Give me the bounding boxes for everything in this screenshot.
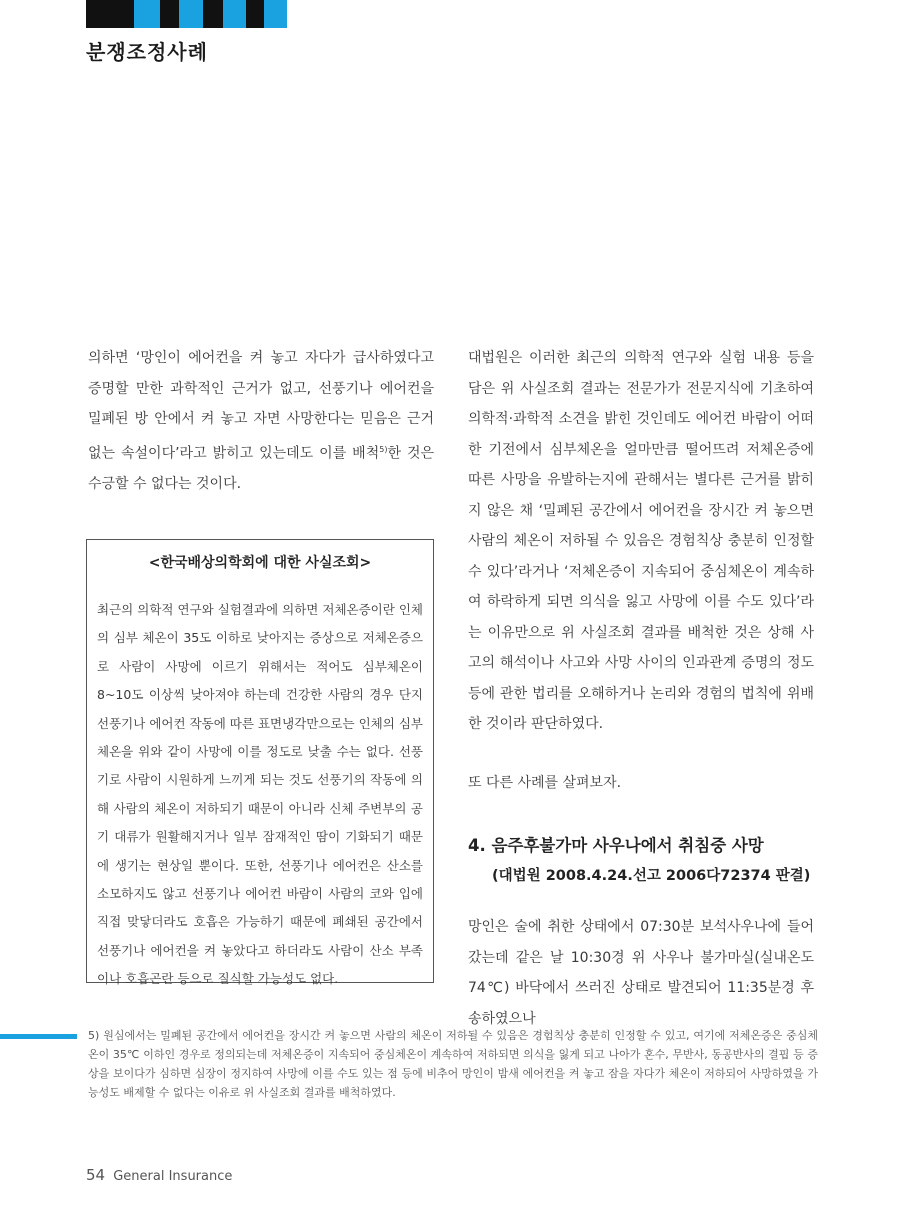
left-intro-paragraph: [88, 343, 434, 499]
fact-inquiry-body: 최근의 의학적 연구와 실험결과에 의하면 저체온증이란 인체의 심부 체온이 35도 이하로 낮아지는 증상으로 저체온증으로 사람이 사망에 이르기 위해서는 적어도 심부체온이 8~10도 이상씩 낮아져야 하는데 건강한 사람의 경우 단지 선풍기나 에어컨 작동에 따른 표면냉각만으로는 인체의 심부 체온을 위와 같이 사망에 이를 정도로 낮출 수는 없다. 선풍기로 사람이 시원하게 느끼게 되는 것도 선풍기의 작동에 의해 사람의 체온이 저하되기 때문이 아니라 신체 주변부의 공기 대류가 원활해지거나 일부 잠재적인 땀이 기화되기 때문에 생기는 현상일 뿐이다. 또한, 선풍기나 에어컨은 산소를 소모하지도 않고 선풍기나 에어컨 바람이 사람의 코와 입에 직접 맞닿더라도 호흡은 가능하기 때문에 폐쇄된 공간에서 선풍기나 에어컨을 켜 놓았다고 하더라도 사람이 산소 부족이나 호흡곤란 등으로 질식할 가능성도 없다.: [97, 602, 423, 987]
another-case-paragraph: 또 다른 사례를 살펴보자.: [468, 774, 622, 791]
footnote-accent-line: [0, 1034, 77, 1039]
left-intro-end: 한 것은 수긍할 수 없다는 것이다.: [88, 445, 434, 492]
left-column: [88, 343, 434, 499]
header-bar-segment: [179, 0, 203, 28]
right-column: [468, 343, 814, 1034]
publication-name: General Insurance: [113, 1169, 233, 1184]
footnote: [88, 1026, 818, 1102]
header-bar-segment: [134, 0, 160, 28]
header-bar-segment: [86, 0, 134, 28]
case-body-paragraph: 망인은 술에 취한 상태에서 07:30분 보석사우나에 들어갔는데 같은 날 10:30경 위 사우나 불가마실(실내온도 74℃) 바닥에서 쓰러진 상태로 발견되어 11:35분경 후송하였으나: [468, 919, 814, 1027]
header-bar-segment: [246, 0, 264, 28]
page-number: 54: [86, 1166, 106, 1184]
footnote-text: 원심에서는 밀폐된 공간에서 에어컨을 장시간 켜 놓으면 사람의 체온이 저하될 수 있음은 경험칙상 충분히 인정할 수 있고, 여기에 저체온증은 중심체온이 35℃ 이하인 경우로 정의되는데 저체온증이 지속되어 중심체온이 계속하여 저하되면 의식을 잃게 되고 나아가 혼수, 무반사, 동공반사의 결핍 등 증상을 보이다가 심하면 심장이 정지하여 사망에 이를 수도 있는 점 등에 비추어 망인이 밤새 에어컨을 켜 놓고 잠을 자다가 체온이 저하되어 사망하였을 가능성도 배제할 수 없다는 이유로 위 사실조회 결과를 배척하였다.: [88, 1029, 818, 1099]
header-color-bar: [86, 0, 287, 28]
header-bar-segment: [264, 0, 287, 28]
fact-inquiry-title: <한국배상의학회에 대한 사실조회>: [148, 555, 372, 571]
supreme-court-paragraph: 대법원은 이러한 최근의 의학적 연구와 실험 내용 등을 담은 위 사실조회 결과는 전문가가 전문지식에 기초하여 의학적·과학적 소견을 밝힌 것인데도 에어컨 바람이 어떠한 기전에서 심부체온을 얼마만큼 떨어뜨려 저체온증에 따른 사망을 유발하는지에 관해서는 별다른 근거를 밝히지 않은 채 ‘밀폐된 공간에서 에어컨을 장시간 켜 놓으면 사람의 체온이 저하될 수 있음은 경험칙상 충분히 인정할 수 있다’라거나 ‘저체온증이 지속되어 중심체온이 계속하여 하락하게 되면 의식을 잃고 사망에 이를 수도 있다’라는 이유만으로 위 사실조회 결과를 배척한 것은 상해 사고의 해석이나 사고와 사망 사이의 인과관계 증명의 정도 등에 관한 법리를 오해하거나 논리와 경험의 법칙에 위배한 것이라 판단하였다.: [468, 350, 814, 732]
header-bar-segment: [223, 0, 246, 28]
footnote-number: 5): [88, 1029, 100, 1042]
header-bar-segment: [160, 0, 179, 28]
header-bar-segment: [203, 0, 223, 28]
footnote-ref[interactable]: 5): [379, 444, 388, 454]
case-heading: 4. 음주후불가마 사우나에서 취침중 사망: [468, 836, 764, 855]
page-footer: [86, 1166, 232, 1184]
left-intro-text: 의하면 ‘망인이 에어컨을 켜 놓고 자다가 급사하였다고 증명할 만한 과학적인 근거가 없고, 선풍기나 에어컨을 밀폐된 방 안에서 켜 놓고 자면 사망한다는 믿음은 근거 없는 속설이다’라고 밝히고 있는데도 이를 배척: [88, 350, 434, 462]
case-citation: (대법원 2008.4.24.선고 2006다72374 판결): [492, 868, 811, 884]
fact-inquiry-box: [86, 539, 434, 987]
section-title: 분쟁조정사례: [86, 40, 208, 64]
